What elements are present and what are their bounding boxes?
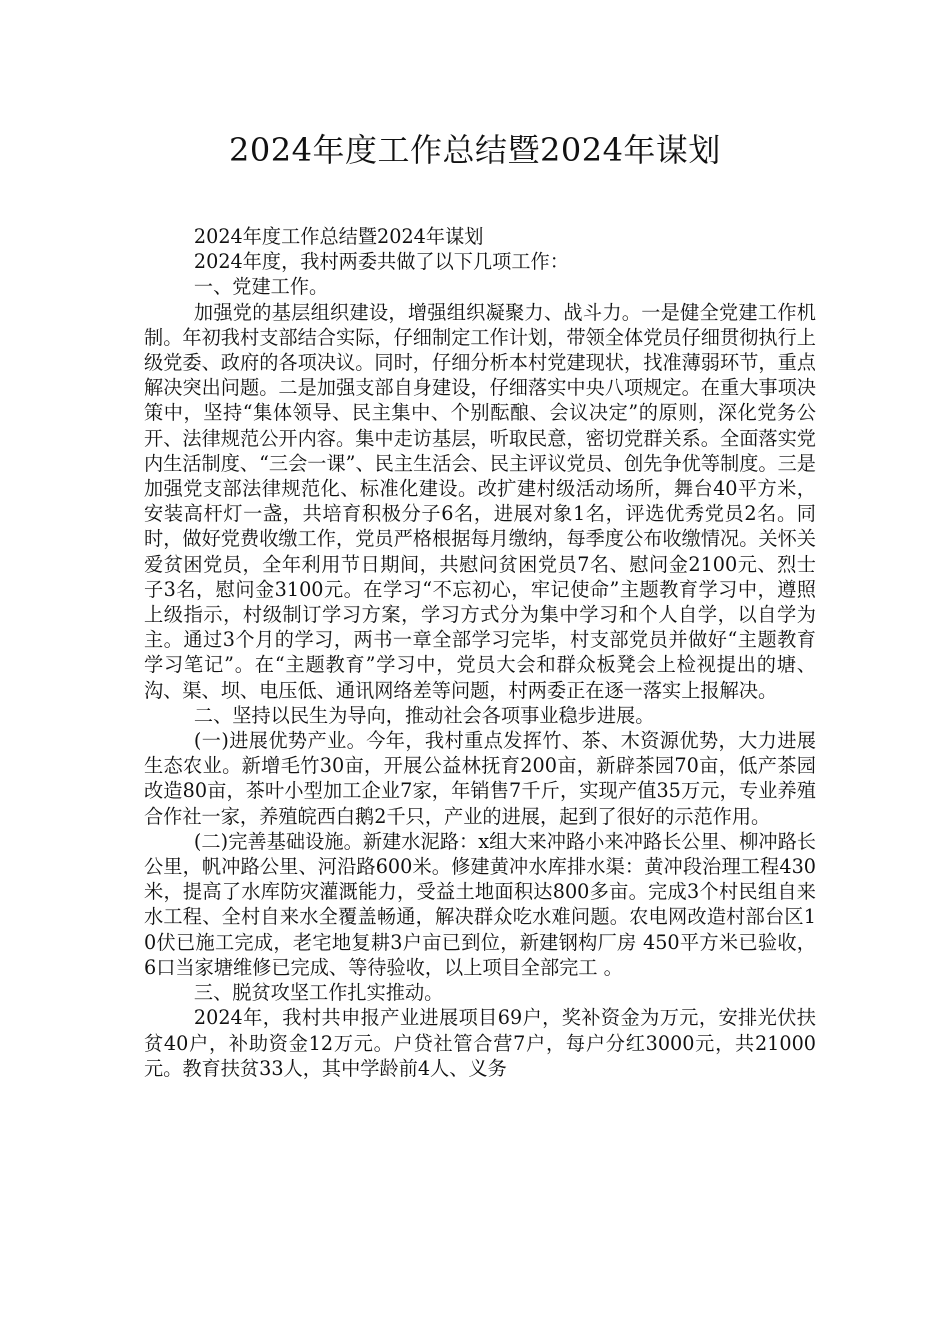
- paragraph-party-building: 加强党的基层组织建设，增强组织凝聚力、战斗力。一是健全党建工作机制。年初我村支部结合实际，仔细制定工作计划，带领全体党员仔细贯彻执行上级党委、政府的各项决议。同时，仔细分析本村党建现状，找准薄弱环节，重点解决突出问题。二是加强支部自身建设，仔细落实中央八项规定。在重大事项决策中，坚持“集体领导、民主集中、个别酝酿、会议决定”的原则，深化党务公开、法律规范公开内容。集中走访基层，听取民意，密切党群关系。全面落实党内生活制度、“三会一课”、民主生活会、民主评议党员、创先争优等制度。三是加强党支部法律规范化、标准化建设。改扩建村级活动场所，舞台40平方米，安装高杆灯一盏，共培育积极分子6名，进展对象1名，评选优秀党员2名。同时，做好党费收缴工作，党员严格根据每月缴纳，每季度公布收缴情况。关怀关爱贫困党员，全年利用节日期间，共慰问贫困党员7名、慰问金2100元、烈士子3名，慰问金3100元。在学习“不忘初心，牢记使命”主题教育学习中，遵照上级指示，村级制订学习方案，学习方式分为集中学习和个人自学，以自学为主。通过3个月的学习，两书一章全部学习完毕，村支部党员并做好“主题教育学习笔记”。在“主题教育”学习中，党员大会和群众板凳会上检视提出的塘、沟、渠、坝、电压低、通讯网络差等问题，村两委正在逐一落实上报解决。: [144, 300, 816, 702]
- intro-paragraph: 2024年度，我村两委共做了以下几项工作：: [193, 250, 569, 274]
- section-heading-poverty-alleviation: 三、脱贫攻坚工作扎实推动。: [193, 981, 444, 1005]
- paragraph-industry: (一)进展优势产业。今年，我村重点发挥竹、茶、木资源优势，大力进展生态农业。新增毛竹30亩，开展公益林抚育200亩，新辟茶园70亩，低产茶园改造80亩，茶叶小型加工企业7家，年销售7千斤，实现产值35万元，专业养殖合作社一家，养殖皖西白鹅2千只，产业的进展，起到了很好的示范作用。: [144, 729, 816, 828]
- section-heading-party-building: 一、党建工作。: [193, 275, 329, 299]
- document-body: [144, 224, 816, 1081]
- section-heading-livelihood: 二、坚持以民生为导向，推动社会各项事业稳步进展。: [193, 703, 655, 727]
- repeated-title-line: 2024年度工作总结暨2024年谋划: [193, 225, 484, 248]
- paragraph-infrastructure: (二)完善基础设施。新建水泥路：x组大来冲路小来冲路长公里、柳冲路长公里，帆冲路公里、河沿路600米。修建黄冲水库排水渠：黄冲段治理工程430米，提高了水库防灾灌溉能力，受益土地面积达800多亩。完成3个村民组自来水工程、全村自来水全覆盖畅通，解决群众吃水难问题。农电网改造村部台区10伏已施工完成，老宅地复耕3户亩已到位，新建钢构厂房 450平方米已验收，6口当家塘维修已完成、等待验收，以上项目全部完工 。: [144, 829, 816, 979]
- paragraph-poverty-alleviation: 2024年，我村共申报产业进展项目69户，奖补资金为万元，安排光伏扶贫40户，补助资金12万元。户贷社管合营7户，每户分红3000元，共21000元。教育扶贫33人，其中学龄前4人、义务: [144, 1006, 816, 1080]
- document-title: 2024年度工作总结暨2024年谋划: [229, 131, 721, 169]
